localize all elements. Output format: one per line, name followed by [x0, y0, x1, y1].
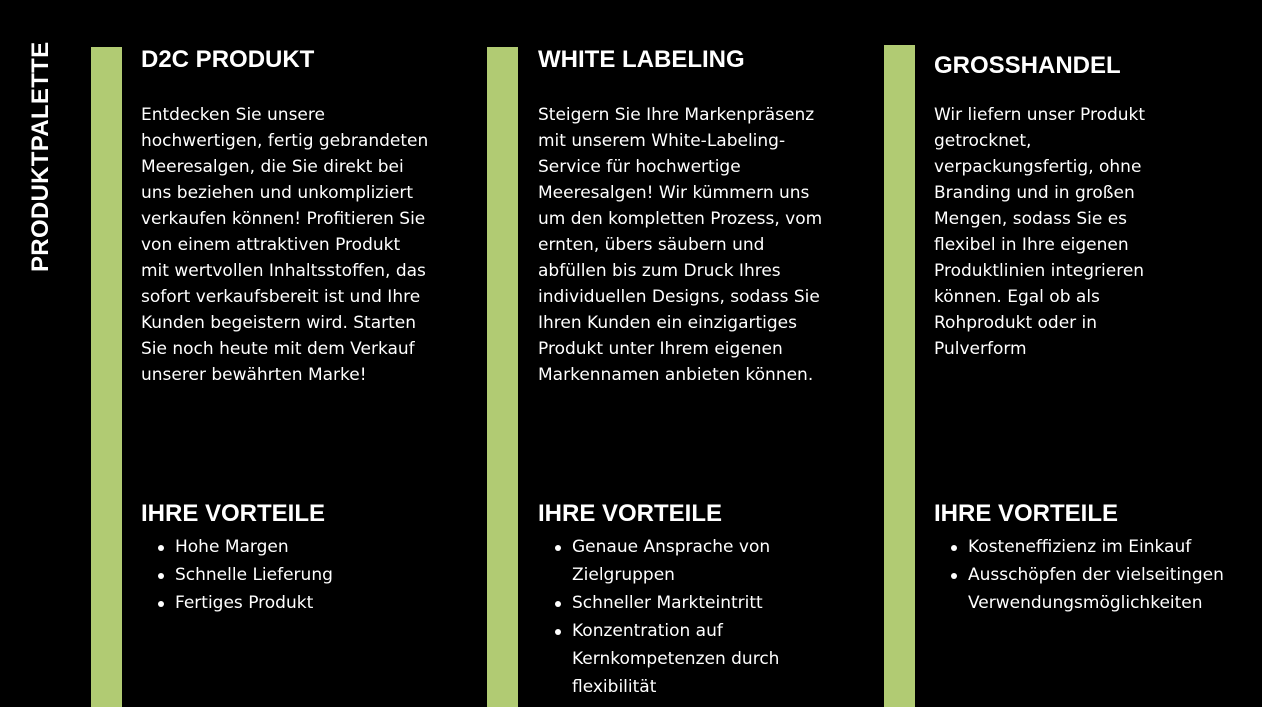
benefits-title: IHRE VORTEILE: [538, 500, 723, 527]
column-title: WHITE LABELING: [538, 46, 745, 73]
side-label: PRODUKTPALETTE: [27, 41, 54, 272]
accent-bar-3: [884, 45, 915, 707]
benefit-item: Hohe Margen: [141, 533, 441, 561]
accent-bar-2: [487, 47, 518, 707]
bullet-icon: [951, 545, 957, 551]
benefits-title: IHRE VORTEILE: [934, 500, 1119, 527]
column-white-labeling: [538, 0, 838, 707]
benefit-item: Genaue Ansprache von Zielgruppen: [538, 533, 818, 589]
column-d2c: [141, 0, 441, 707]
bullet-icon: [951, 573, 957, 579]
accent-bar-1: [91, 47, 122, 707]
benefit-item: Ausschöpfen der vielseitingen Verwendungsmöglichkeiten: [934, 561, 1254, 617]
bullet-icon: [555, 601, 561, 607]
benefits-list: [934, 533, 1254, 617]
bullet-icon: [555, 545, 561, 551]
benefit-item: Konzentration auf Kernkompetenzen durch flexibilität: [538, 617, 818, 701]
benefit-item: Schnelle Lieferung: [141, 561, 441, 589]
column-title: D2C PRODUKT: [141, 46, 315, 73]
benefits-list: [141, 533, 441, 617]
column-title: GROSSHANDEL: [934, 52, 1121, 79]
bullet-icon: [158, 601, 164, 607]
benefits-title: IHRE VORTEILE: [141, 500, 326, 527]
benefit-item: Kosteneffizienz im Einkauf: [934, 533, 1254, 561]
column-grosshandel: [934, 0, 1254, 707]
benefit-item: Schneller Markteintritt: [538, 589, 818, 617]
column-description: Entdecken Sie unsere hochwertigen, fertig gebrandeten Meeresalgen, die Sie direkt bei uns beziehen und unkompliziert verkaufen können! Profitieren Sie von einem attraktiven Produkt mit wertvollen Inhaltsstoffen, das sofort verkaufsbereit ist und Ihre Kunden begeistern wird. Starten Sie noch heute mit dem Verkauf unserer bewährten Marke!: [141, 105, 429, 385]
bullet-icon: [158, 573, 164, 579]
bullet-icon: [555, 629, 561, 635]
column-description: Steigern Sie Ihre Markenpräsenz mit unserem White-Labeling-Service für hochwertige Meeresalgen! Wir kümmern uns um den kompletten Prozess, vom ernten, übers säubern und abfüllen bis zum Druck Ihres individuellen Designs, sodass Sie Ihren Kunden ein einzigartiges Produkt unter Ihrem eigenen Markennamen anbieten können.: [538, 105, 823, 385]
column-description: Wir liefern unser Produkt getrocknet, verpackungsfertig, ohne Branding und in großen Mengen, sodass Sie es flexibel in Ihre eigenen Produktlinien integrieren können. Egal ob als Rohprodukt oder in Pulverform: [934, 105, 1146, 359]
benefit-item: Fertiges Produkt: [141, 589, 441, 617]
benefits-list: [538, 533, 818, 701]
bullet-icon: [158, 545, 164, 551]
